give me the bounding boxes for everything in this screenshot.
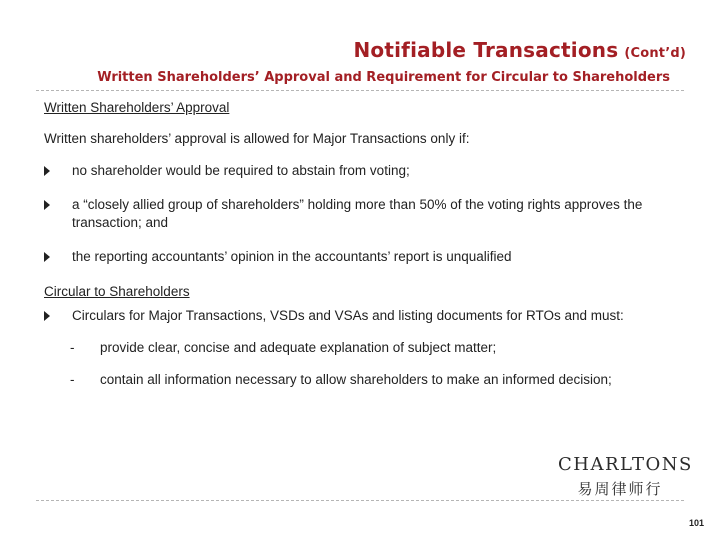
bullet-arrow-icon [44, 311, 50, 321]
bullet-item [44, 162, 684, 180]
dash-marker: - [70, 372, 75, 387]
charltons-logo [558, 454, 693, 499]
title-text: Notifiable Transactions [353, 38, 619, 62]
bullet-text: Circulars for Major Transactions, VSDs and VSAs and listing documents for RTOs and must: [72, 308, 624, 323]
sub-list-item [44, 339, 684, 357]
bottom-divider [36, 500, 684, 501]
slide-content [44, 99, 684, 389]
bullet-text: a “closely allied group of shareholders” holding more than 50% of the voting rights approves the transaction; and [72, 197, 643, 230]
bullet-item [44, 307, 684, 325]
dash-marker: - [70, 340, 75, 355]
bullet-arrow-icon [44, 200, 50, 210]
sub-list-item [44, 371, 684, 389]
sub-item-text: provide clear, concise and adequate explanation of subject matter; [100, 340, 497, 355]
bullet-item [44, 248, 684, 266]
title-suffix: (Cont’d) [624, 46, 686, 61]
page-title [353, 38, 686, 62]
approval-intro: Written shareholders’ approval is allowed for Major Transactions only if: [44, 131, 470, 146]
bullet-item [44, 196, 684, 232]
section-heading-approval: Written Shareholders’ Approval [44, 100, 230, 115]
page-number: 101 [688, 518, 704, 528]
bullet-arrow-icon [44, 252, 50, 262]
bullet-arrow-icon [44, 166, 50, 176]
logo-chinese-name: 易周律师行 [577, 480, 663, 498]
sub-item-text: contain all information necessary to allow shareholders to make an informed decision; [100, 372, 612, 387]
bullet-text: the reporting accountants’ opinion in the accountants’ report is unqualified [72, 249, 512, 264]
bullet-text: no shareholder would be required to abstain from voting; [72, 163, 410, 178]
top-divider [36, 90, 684, 91]
section-heading-circular: Circular to Shareholders [44, 284, 190, 299]
page-subtitle: Written Shareholders’ Approval and Requirement for Circular to Shareholders [97, 70, 670, 85]
logo-name: CHARLTONS [558, 454, 693, 475]
